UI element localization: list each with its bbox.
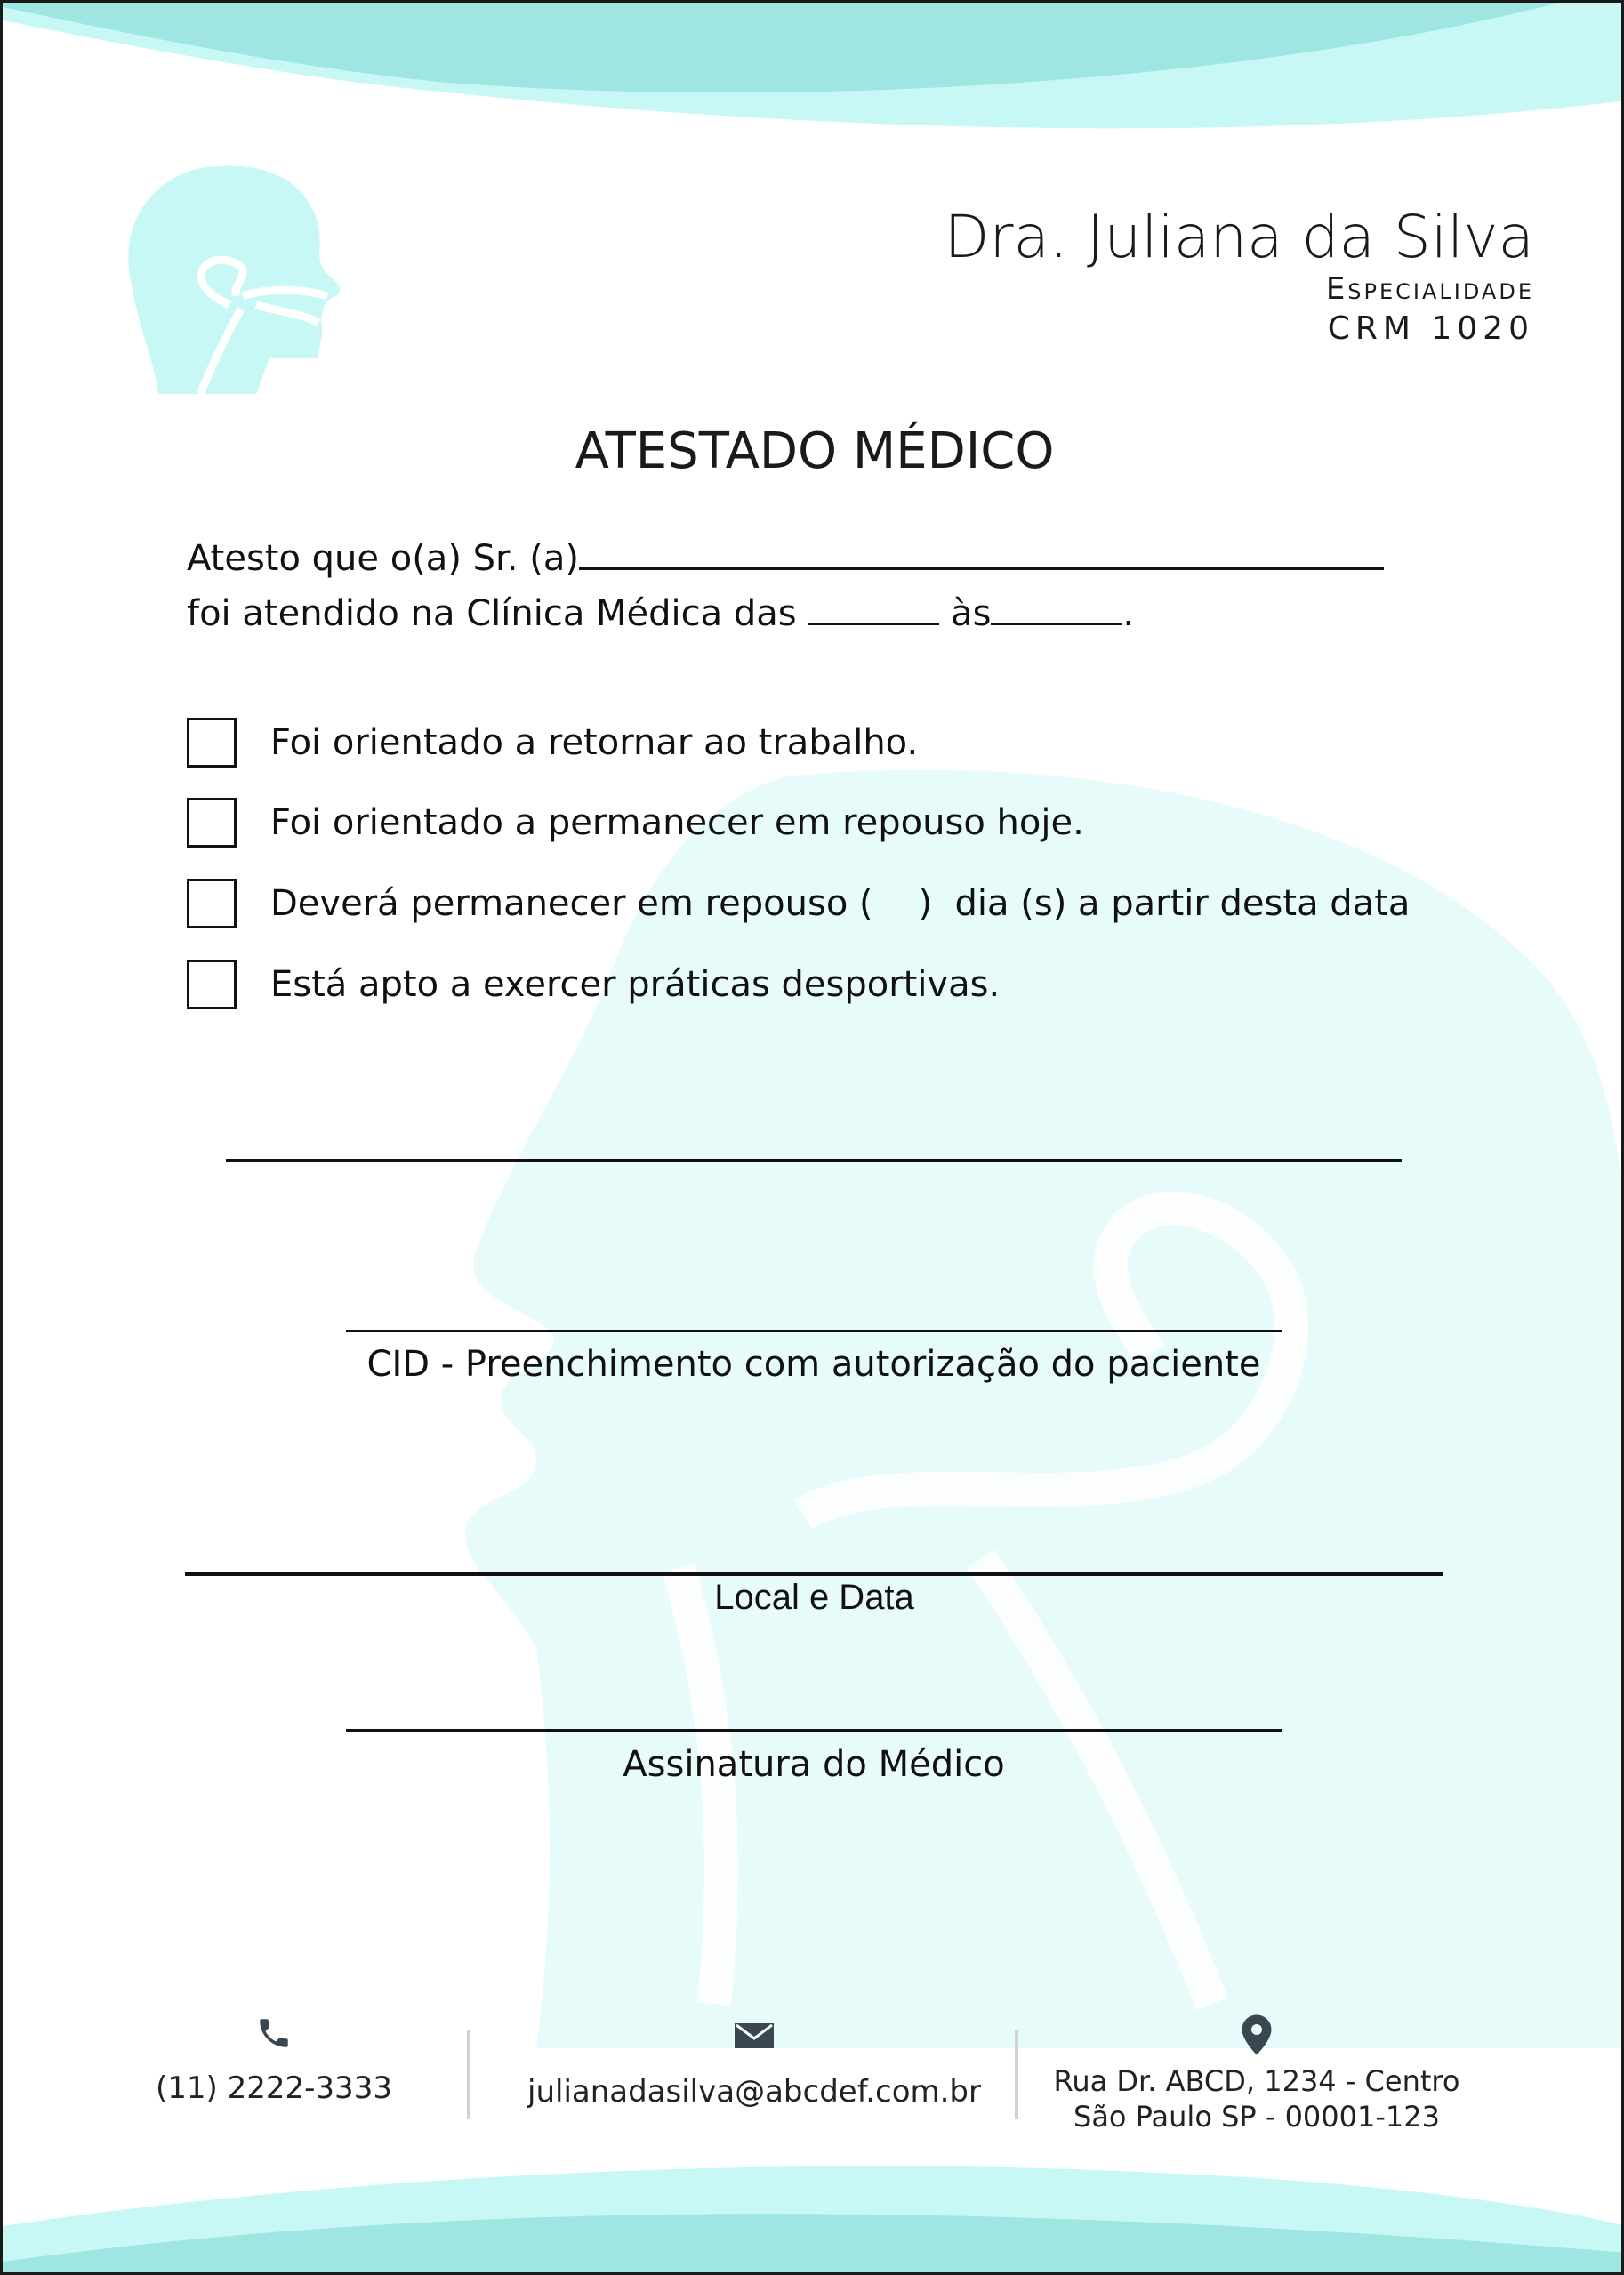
attest-line-2-middle: às <box>951 593 992 634</box>
email-text[interactable]: julianadasilva@abcdef.com.br <box>527 2074 981 2110</box>
cid-label: CID - Preenchimento com autorização do paciente <box>366 1344 1261 1385</box>
address-line-1: Rua Dr. ABCD, 1234 - Centro <box>1053 2064 1460 2098</box>
patient-name-blank <box>579 567 1384 570</box>
notes-line[interactable] <box>226 1159 1402 1162</box>
footer-email <box>501 2022 1008 2110</box>
option-label: Está apto a exercer práticas desportivas. <box>270 964 1001 1005</box>
option-checkbox[interactable] <box>187 798 237 848</box>
doctor-specialty: Especialidade <box>1325 271 1534 307</box>
attest-line-2-suffix: . <box>1122 593 1135 634</box>
footer-divider <box>467 2030 470 2119</box>
location-pin-icon <box>1241 2014 1273 2055</box>
document-title: ATESTADO MÉDICO <box>575 422 1055 480</box>
local-data-label: Local e Data <box>714 1578 914 1617</box>
address-line-2: São Paulo SP - 00001-123 <box>1073 2100 1440 2134</box>
option-row <box>187 876 1410 931</box>
option-checkbox[interactable] <box>187 718 237 768</box>
option-label: Deverá permanecer em repouso ( ) dia (s) a partir desta data <box>270 883 1411 924</box>
option-checkbox[interactable] <box>187 960 237 1009</box>
footer-divider <box>1015 2030 1018 2119</box>
option-row <box>187 715 918 770</box>
phone-text: (11) 2222-3333 <box>156 2070 392 2106</box>
option-row <box>187 795 1084 850</box>
phone-icon <box>255 2014 293 2052</box>
time-to-blank <box>991 622 1122 625</box>
doctor-name: Dra. Juliana da Silva <box>944 203 1534 271</box>
attest-line-2-text: foi atendido na Clínica Médica das <box>187 593 797 634</box>
option-label: Foi orientado a permanecer em repouso hoje. <box>270 802 1084 843</box>
footer-phone <box>154 2014 394 2106</box>
envelope-icon <box>735 2022 774 2050</box>
option-label: Foi orientado a retornar ao trabalho. <box>270 722 919 763</box>
option-row <box>187 957 1000 1012</box>
footer-address <box>1043 2014 1470 2134</box>
local-data-line[interactable] <box>185 1572 1443 1576</box>
attest-line-1 <box>187 538 1384 579</box>
signature-label: Assinatura do Médico <box>623 1744 1005 1785</box>
attest-line-2 <box>187 593 1134 634</box>
option-checkbox[interactable] <box>187 879 237 928</box>
cid-line[interactable] <box>346 1330 1282 1332</box>
time-from-blank <box>808 622 939 625</box>
signature-line[interactable] <box>346 1729 1282 1732</box>
attest-line-1-text: Atesto que o(a) Sr. (a) <box>187 538 579 579</box>
logo-head-shape <box>128 166 340 394</box>
doctor-crm: CRM 1020 <box>1327 310 1534 347</box>
